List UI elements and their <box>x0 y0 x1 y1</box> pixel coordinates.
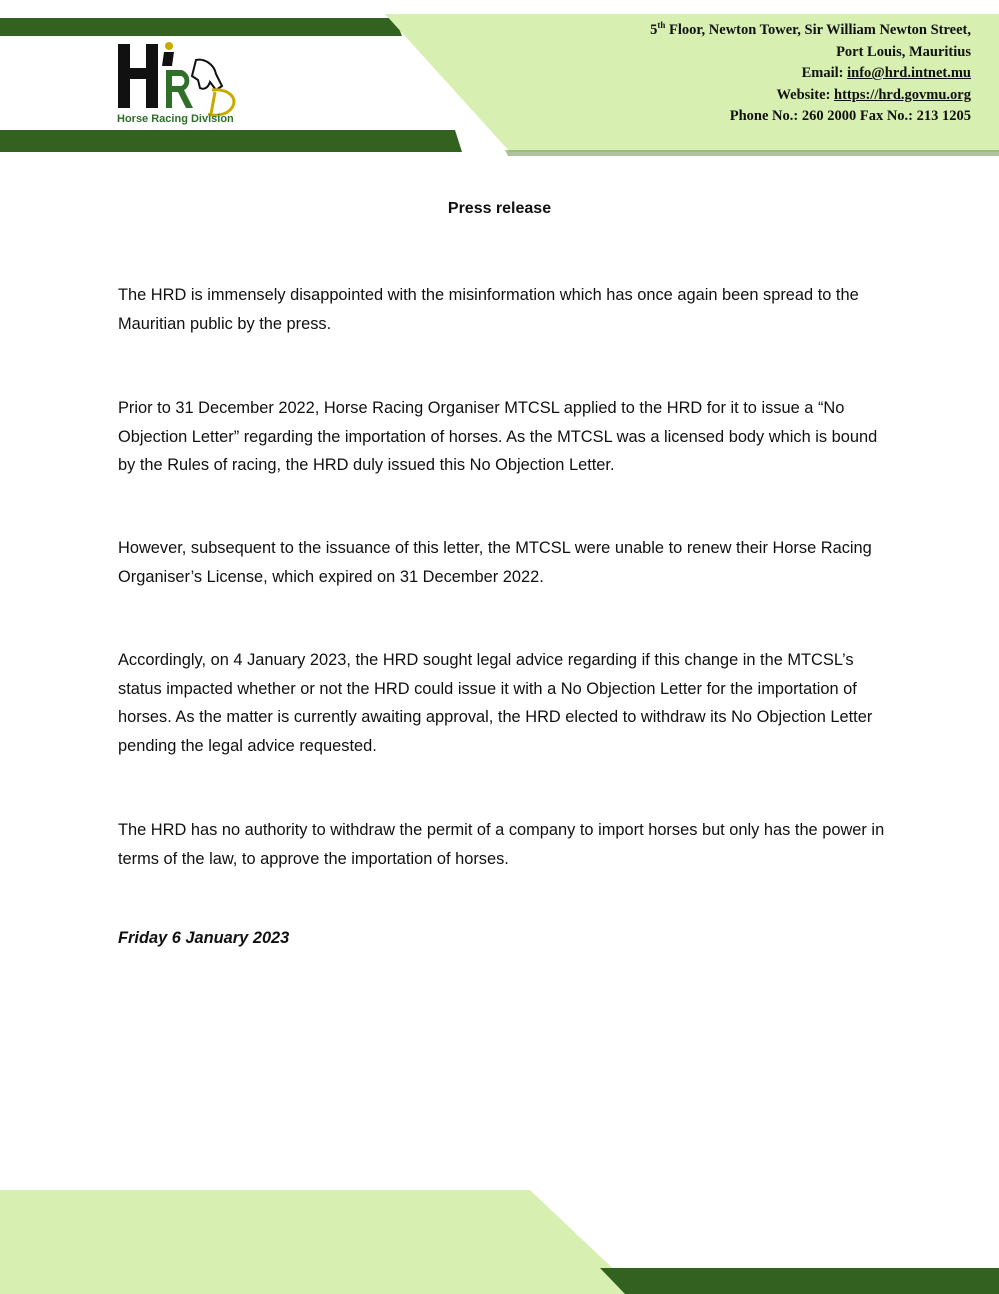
contact-block <box>650 20 971 128</box>
floor-number: 5 <box>650 22 658 38</box>
address-line-1 <box>650 20 971 42</box>
document-title: Press release <box>447 200 552 217</box>
website-link[interactable]: https://hrd.govmu.org <box>834 86 971 103</box>
paragraph-3: However, subsequent to the issuance of this letter, the MTCSL were unable to renew their Horse Racing Organiser’s License, which expired on 31 December 2022. <box>118 539 872 586</box>
document-date: Friday 6 January 2023 <box>118 929 290 947</box>
website-label: Website: <box>776 86 835 103</box>
email-link[interactable]: info@hrd.intnet.mu <box>847 65 971 81</box>
footer-band <box>0 1170 999 1294</box>
floor-suffix: th <box>657 20 666 31</box>
paragraph-5: The HRD has no authority to withdraw the permit of a company to import horses but only has the power in terms of the law, to approve the importation of horses. <box>118 821 885 868</box>
paragraph-2: Prior to 31 December 2022, Horse Racing Organiser MTCSL applied to the HRD for it to issue a “No Objection Letter” regarding the importation of horses. As the MTCSL was a licensed body which is bound by the Rules of racing, the HRD duly issued this No Objection Letter. <box>118 399 878 474</box>
address-line-2: Port Louis, Mauritius <box>836 43 971 60</box>
paragraph-1: The HRD is immensely disappointed with the misinformation which has once again been spread to the Mauritian public by the press. <box>118 286 859 333</box>
email-line <box>650 63 971 85</box>
website-line <box>650 85 971 107</box>
logo-caption: Horse Racing Division <box>117 113 234 125</box>
street-address: Floor, Newton Tower, Sir William Newton Street, <box>665 22 971 38</box>
email-label: Email: <box>801 65 848 81</box>
paragraph-4: Accordingly, on 4 January 2023, the HRD sought legal advice regarding if this change in the MTCSL’s status impacted whether or not the HRD could issue it with a No Objection Letter for the importation of horses. As the matter is currently awaiting approval, the HRD elected to withdraw its No Objection Letter pending the legal advice requested. <box>118 651 873 755</box>
phone-line: Phone No.: 260 2000 Fax No.: 213 1205 <box>729 108 971 124</box>
